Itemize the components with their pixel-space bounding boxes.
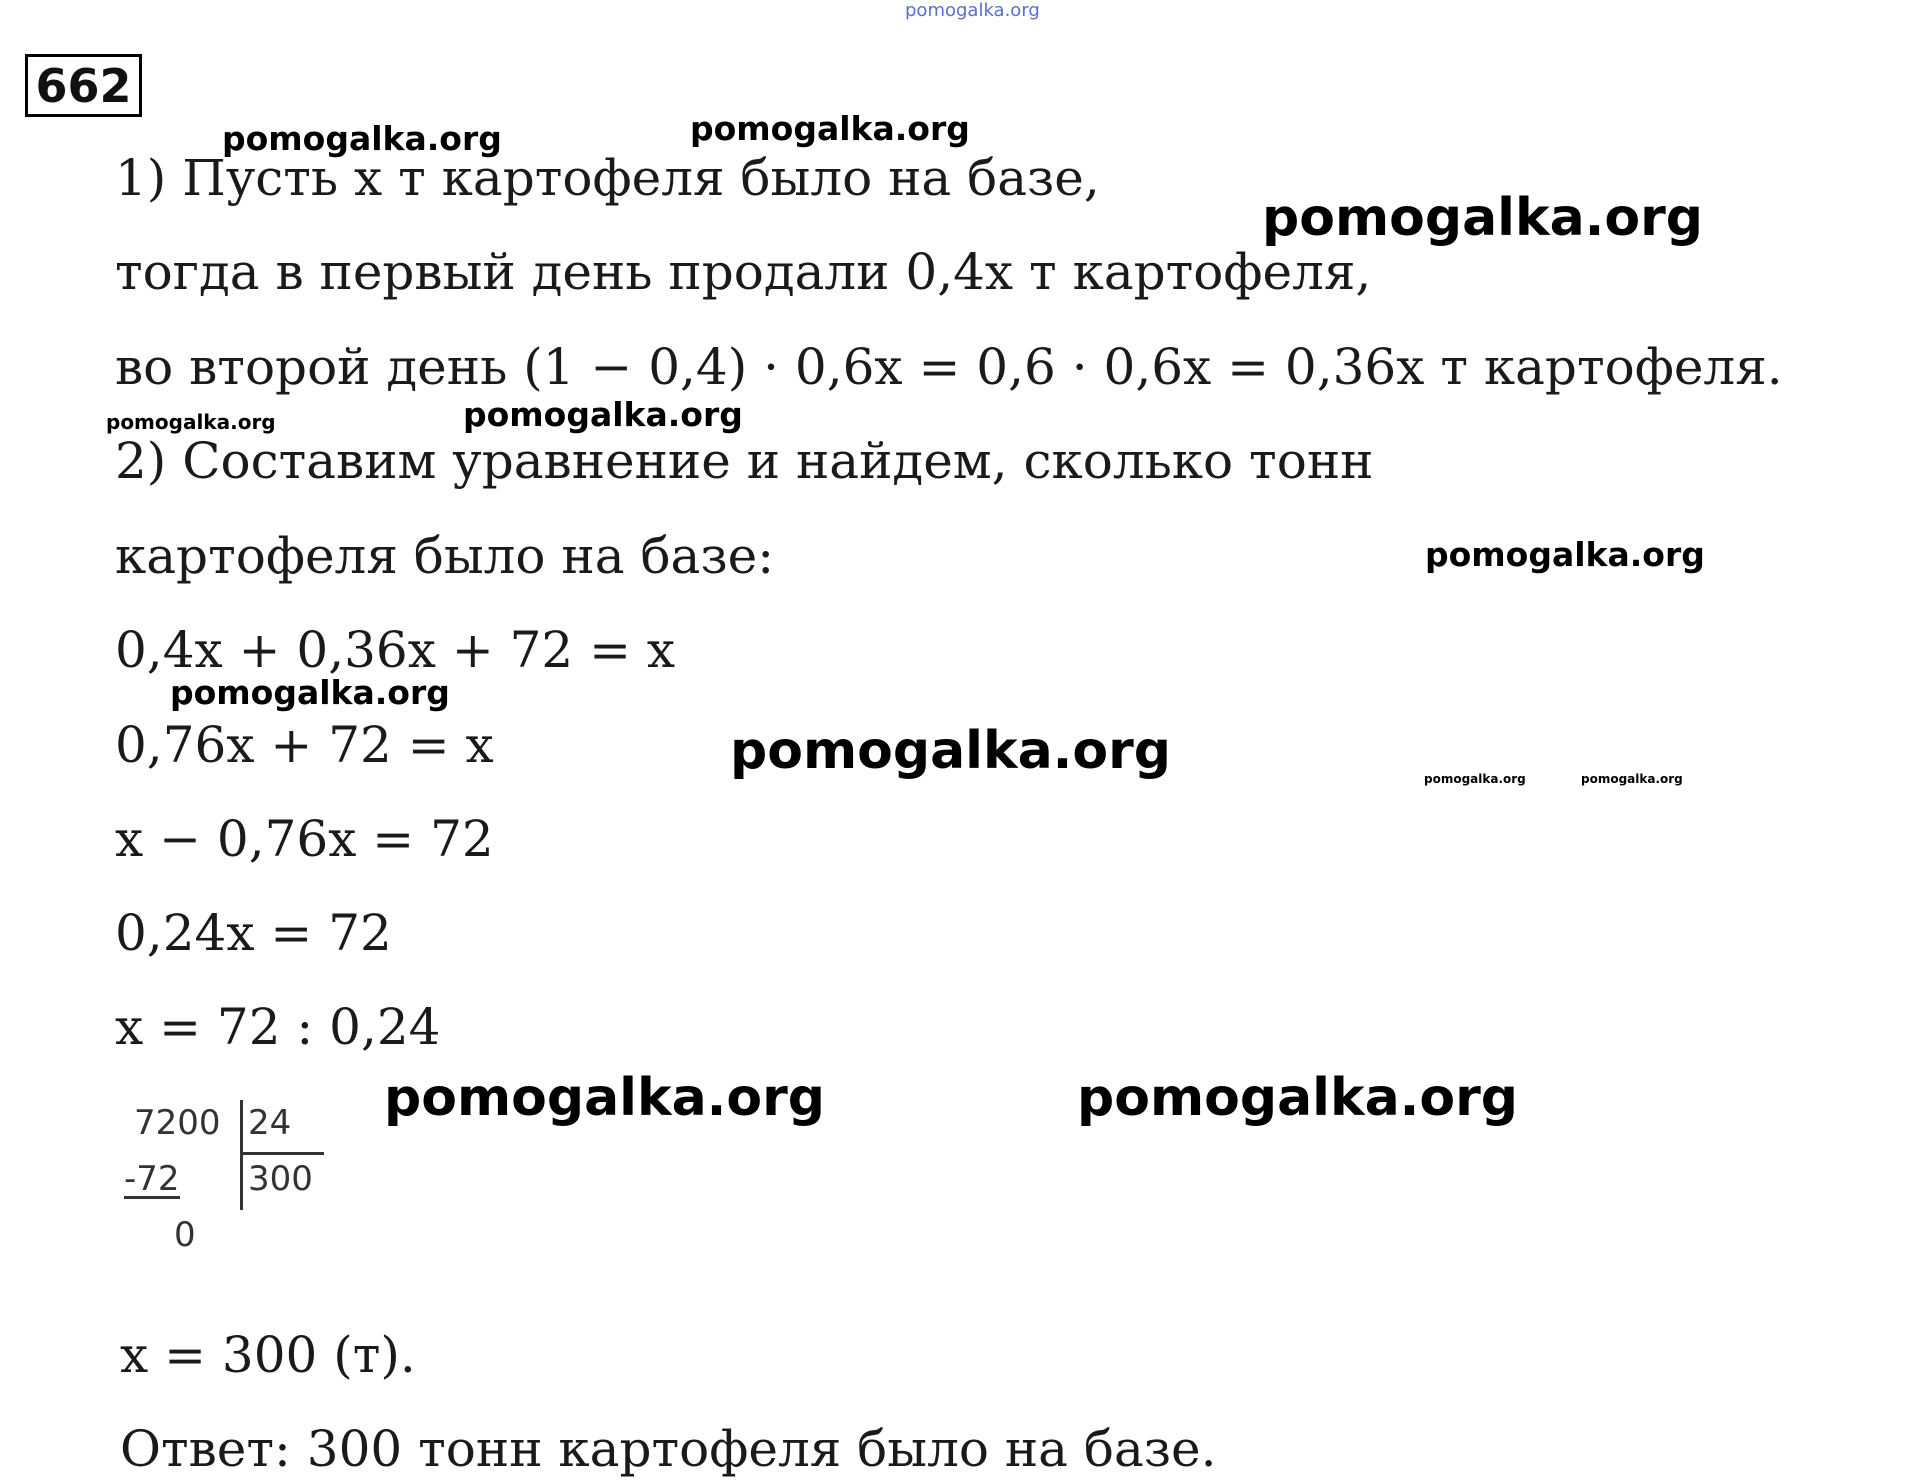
watermark: pomogalka.org	[730, 721, 1172, 781]
watermark: pomogalka.org	[463, 395, 743, 434]
division-subtract: -72	[124, 1159, 180, 1199]
watermark: pomogalka.org	[1262, 188, 1704, 248]
solution-line-1: 1) Пусть x т картофеля было на базе,	[115, 149, 1100, 207]
answer-line: Ответ: 300 тонн картофеля было на базе.	[120, 1420, 1217, 1478]
watermark: pomogalka.org	[1424, 772, 1526, 786]
solution-line-3: во второй день (1 − 0,4) · 0,6x = 0,6 · 0,6x = 0,36x т картофеля.	[115, 338, 1783, 396]
division-vertical-rule	[240, 1100, 243, 1210]
watermark: pomogalka.org	[1077, 1068, 1519, 1128]
solution-line-2: тогда в первый день продали 0,4x т картофеля,	[115, 243, 1372, 301]
watermark: pomogalka.org	[222, 119, 502, 158]
watermark: pomogalka.org	[1581, 772, 1683, 786]
result-line: x = 300 (т).	[120, 1326, 416, 1384]
watermark: pomogalka.org	[690, 109, 970, 148]
equation-3: x − 0,76x = 72	[115, 810, 494, 868]
division-remainder: 0	[174, 1215, 196, 1255]
equation-1: 0,4x + 0,36x + 72 = x	[115, 621, 676, 679]
solution-line-4: 2) Составим уравнение и найдем, сколько тонн	[115, 432, 1374, 490]
watermark: pomogalka.org	[106, 410, 276, 434]
equation-2: 0,76x + 72 = x	[115, 716, 494, 774]
equation-5: x = 72 : 0,24	[115, 998, 441, 1056]
watermark: pomogalka.org	[384, 1068, 826, 1128]
division-dividend: 7200	[134, 1103, 221, 1143]
problem-number: 662	[25, 54, 142, 117]
top-watermark: pomogalka.org	[905, 0, 1040, 21]
equation-4: 0,24x = 72	[115, 904, 392, 962]
division-quotient: 300	[248, 1159, 313, 1199]
long-division	[120, 1100, 340, 1260]
solution-line-5: картофеля было на базе:	[115, 527, 775, 585]
watermark: pomogalka.org	[1425, 535, 1705, 574]
division-divisor: 24	[248, 1103, 292, 1143]
division-horizontal-rule	[240, 1152, 324, 1155]
watermark: pomogalka.org	[170, 673, 450, 712]
